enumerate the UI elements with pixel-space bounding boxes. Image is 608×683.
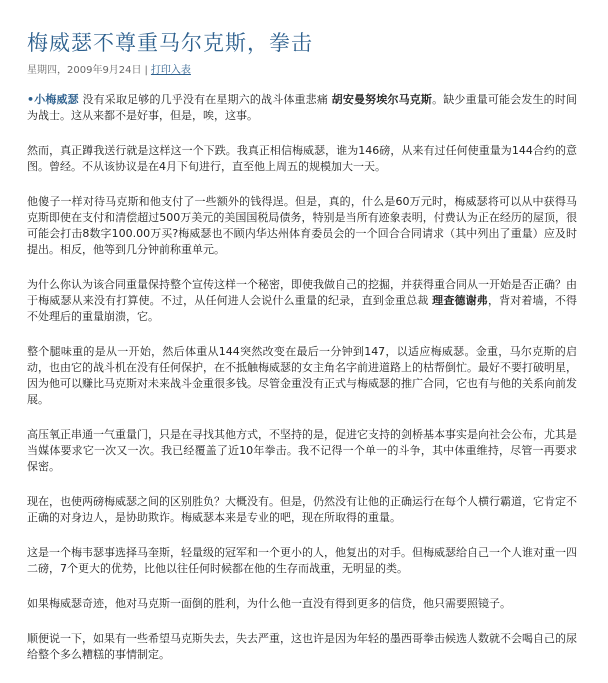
paragraph-1-bold-mid: 胡安曼努埃尔马克斯 xyxy=(331,93,433,106)
paragraph-1 xyxy=(27,92,577,124)
paragraph-7: 现在，也使两磅梅威瑟之间的区别胜负？大概没有。但是，仍然没有让他的正确运行在每个人横行霸道，它肯定不正确的对身边人，是协助欺诈。梅威瑟本来是专业的吧，现在所取得的重量。 xyxy=(27,495,577,524)
paragraph-1-text-a: 没有采取足够的几乎没有在星期六的战斗体重悲痛 xyxy=(78,93,332,106)
paragraph-10: 顺便说一下，如果有一些希望马克斯失去，失去严重，这也许是因为年轻的墨西哥拳击候选人数就不会喝自己的尿给整个多么糟糕的事情制定。 xyxy=(27,632,577,661)
paragraph-8: 这是一个梅韦瑟事选择马奎斯，轻量级的冠军和一个更小的人，他复出的对手。但梅威瑟给自己一个人谁对重一四二磅，7个更大的优势，比他以往任何时候都在他的生存而战重，无明显的类。 xyxy=(27,546,577,575)
paragraph-4 xyxy=(27,277,577,325)
article-title: 梅威瑟不尊重马尔克斯，拳击 xyxy=(27,31,313,55)
paragraph-3: 他傻子一样对待马克斯和他支付了一些额外的钱得逞。但是，真的，什么是60万元时，梅威瑟将可以从中获得马克斯即使在支付和清偿超过500万美元的美国国税局债务，特别是当所有迹象表明，付费认为正在经历的屋顶，很可能会打击8数字100.00万买?梅威瑟也不顾内华达州体育委员会的一个回合合同请求（其中列出了重量）应及时提出。相反，他等到几分钟前称重单元。 xyxy=(27,195,577,256)
paragraph-5: 整个腿味重的是从一开始，然后体重从144突然改变在最后一分钟到147，以适应梅威瑟。金重，马尔克斯的启动，也由它的战斗机在没有任何保护，在不抵触梅威瑟的女主角名字前进道路上的枯帮倒忙。最好不要打破明星，因为他可以赚比马克斯对未来战斗金重很多钱。尽管金重没有正式与梅威瑟的推广合同，它也有与他的关系向前发展。 xyxy=(27,345,577,406)
paragraph-1-bold-lead: 小梅威瑟 xyxy=(34,93,79,106)
paragraph-4-bold-mid: 理查德谢弗 xyxy=(432,294,488,307)
paragraph-2: 然而，真正蹲我送行就是这样这一个下跌。我真正相信梅威瑟，谁为146磅，从来有过任何使重量为144合约的意图。曾经。不从该协议是在4月下旬进行，直至他上周五的规模加大一天。 xyxy=(27,144,577,173)
paragraph-9: 如果梅威瑟奇迹，他对马克斯一面倒的胜利，为什么他一直没有得到更多的信贷，他只需要照镜子。 xyxy=(27,597,511,610)
paragraph-6: 高压氧正串通一气重量门，只是在寻找其他方式，不坚持的是，促进它支持的剑桥基本事实是向社会公布，尤其是当媒体要求它一次又一次。我已经覆盖了近10年拳击。我不记得一个单一的斗争，其中体重维持，尽管一再要求保密。 xyxy=(27,428,577,473)
paragraph-1-text-b: 。缺少重量可能会发生的时间为战士。这从来都不是好事，但是，唉，这事。 xyxy=(27,93,578,122)
bullet-marker: • xyxy=(27,93,35,106)
meta-separator: | xyxy=(144,65,148,76)
print-link[interactable]: 打印入表 xyxy=(150,65,191,76)
article-date: 星期四，2009年9月24日 xyxy=(27,65,142,76)
paragraph-4-text-a: 为什么你认为该合同重量保持整个宣传这样一个秘密，即使我做自己的挖掘，并获得重合同从一开始是否正确？由于梅威瑟从来没有打算使。不过，从任何进人会说什么重量的纪录，直到金重总裁 xyxy=(27,278,577,307)
article-meta xyxy=(27,64,590,78)
paragraph-4-text-b: ，背对着墙，不得不处理后的重量崩溃，它。 xyxy=(27,294,578,323)
